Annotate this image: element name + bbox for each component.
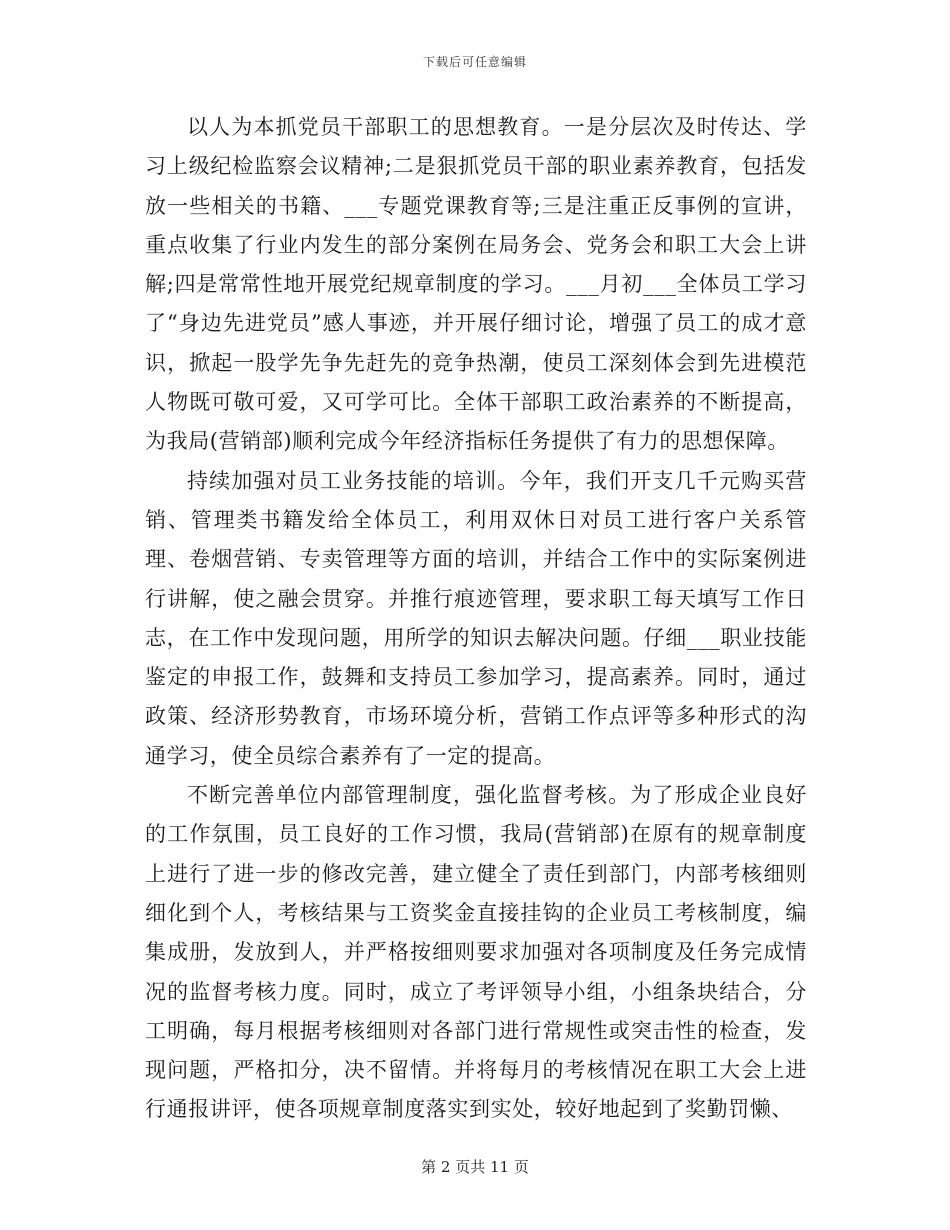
paragraph-management-system: 不断完善单位内部管理制度，强化监督考核。为了形成企业良好的工作氛围，员工良好的工作习惯，我局(营销部)在原有的规章制度上进行了进一步的修改完善，建立健全了责任到部门，内部考核细则细化到个人，考核结果与工资奖金直接挂钩的企业员工考核制度，编集成册，发放到人，并严格按细则要求加强对各项制度及任务完成情况的监督考核力度。同时，成立了考评领导小组，小组条块结合，分工明确，每月根据考核细则对各部门进行常规性或突击性的检查，发现问题，严格扣分，决不留情。并将每月的考核情况在职工大会上进行通报讲评，使各项规章制度落实到实处，较好地起到了奖勤罚懒、 (145, 783, 807, 1122)
document-body (145, 108, 807, 1130)
page-number-footer: 第 2 页共 11 页 (421, 1158, 529, 1176)
paragraph-ideological-education: 以人为本抓党员干部职工的思想教育。一是分层次及时传达、学习上级纪检监察会议精神;二是狠抓党员干部的职业素养教育，包括发放一些相关的书籍、___专题党课教育等;三是注重正反事例的宣讲，重点收集了行业内发生的部分案例在局务会、党务会和职工大会上讲解;四是常常性地开展党纪规章制度的学习。___月初___全体员工学习了“身边先进党员”感人事迹，并开展仔细讨论，增强了员工的成才意识，掀起一股学先争先赶先的竞争热潮，使员工深刻体会到先进模范人物既可敬可爱，又可学可比。全体干部职工政治素养的不断提高，为我局(营销部)顺利完成今年经济指标任务提供了有力的思想保障。 (145, 115, 807, 454)
paragraph-skills-training: 持续加强对员工业务技能的培训。今年，我们开支几千元购买营销、管理类书籍发给全体员工，利用双休日对员工进行客户关系管理、卷烟营销、专卖管理等方面的培训，并结合工作中的实际案例进行讲解，使之融会贯穿。并推行痕迹管理，要求职工每天填写工作日志，在工作中发现问题，用所学的知识去解决问题。仔细___职业技能鉴定的申报工作，鼓舞和支持员工参加学习，提高素养。同时，通过政策、经济形势教育，市场环境分析，营销工作点评等多种形式的沟通学习，使全员综合素养有了一定的提高。 (145, 468, 807, 768)
page-header-note: 下载后可任意编辑 (422, 55, 527, 69)
